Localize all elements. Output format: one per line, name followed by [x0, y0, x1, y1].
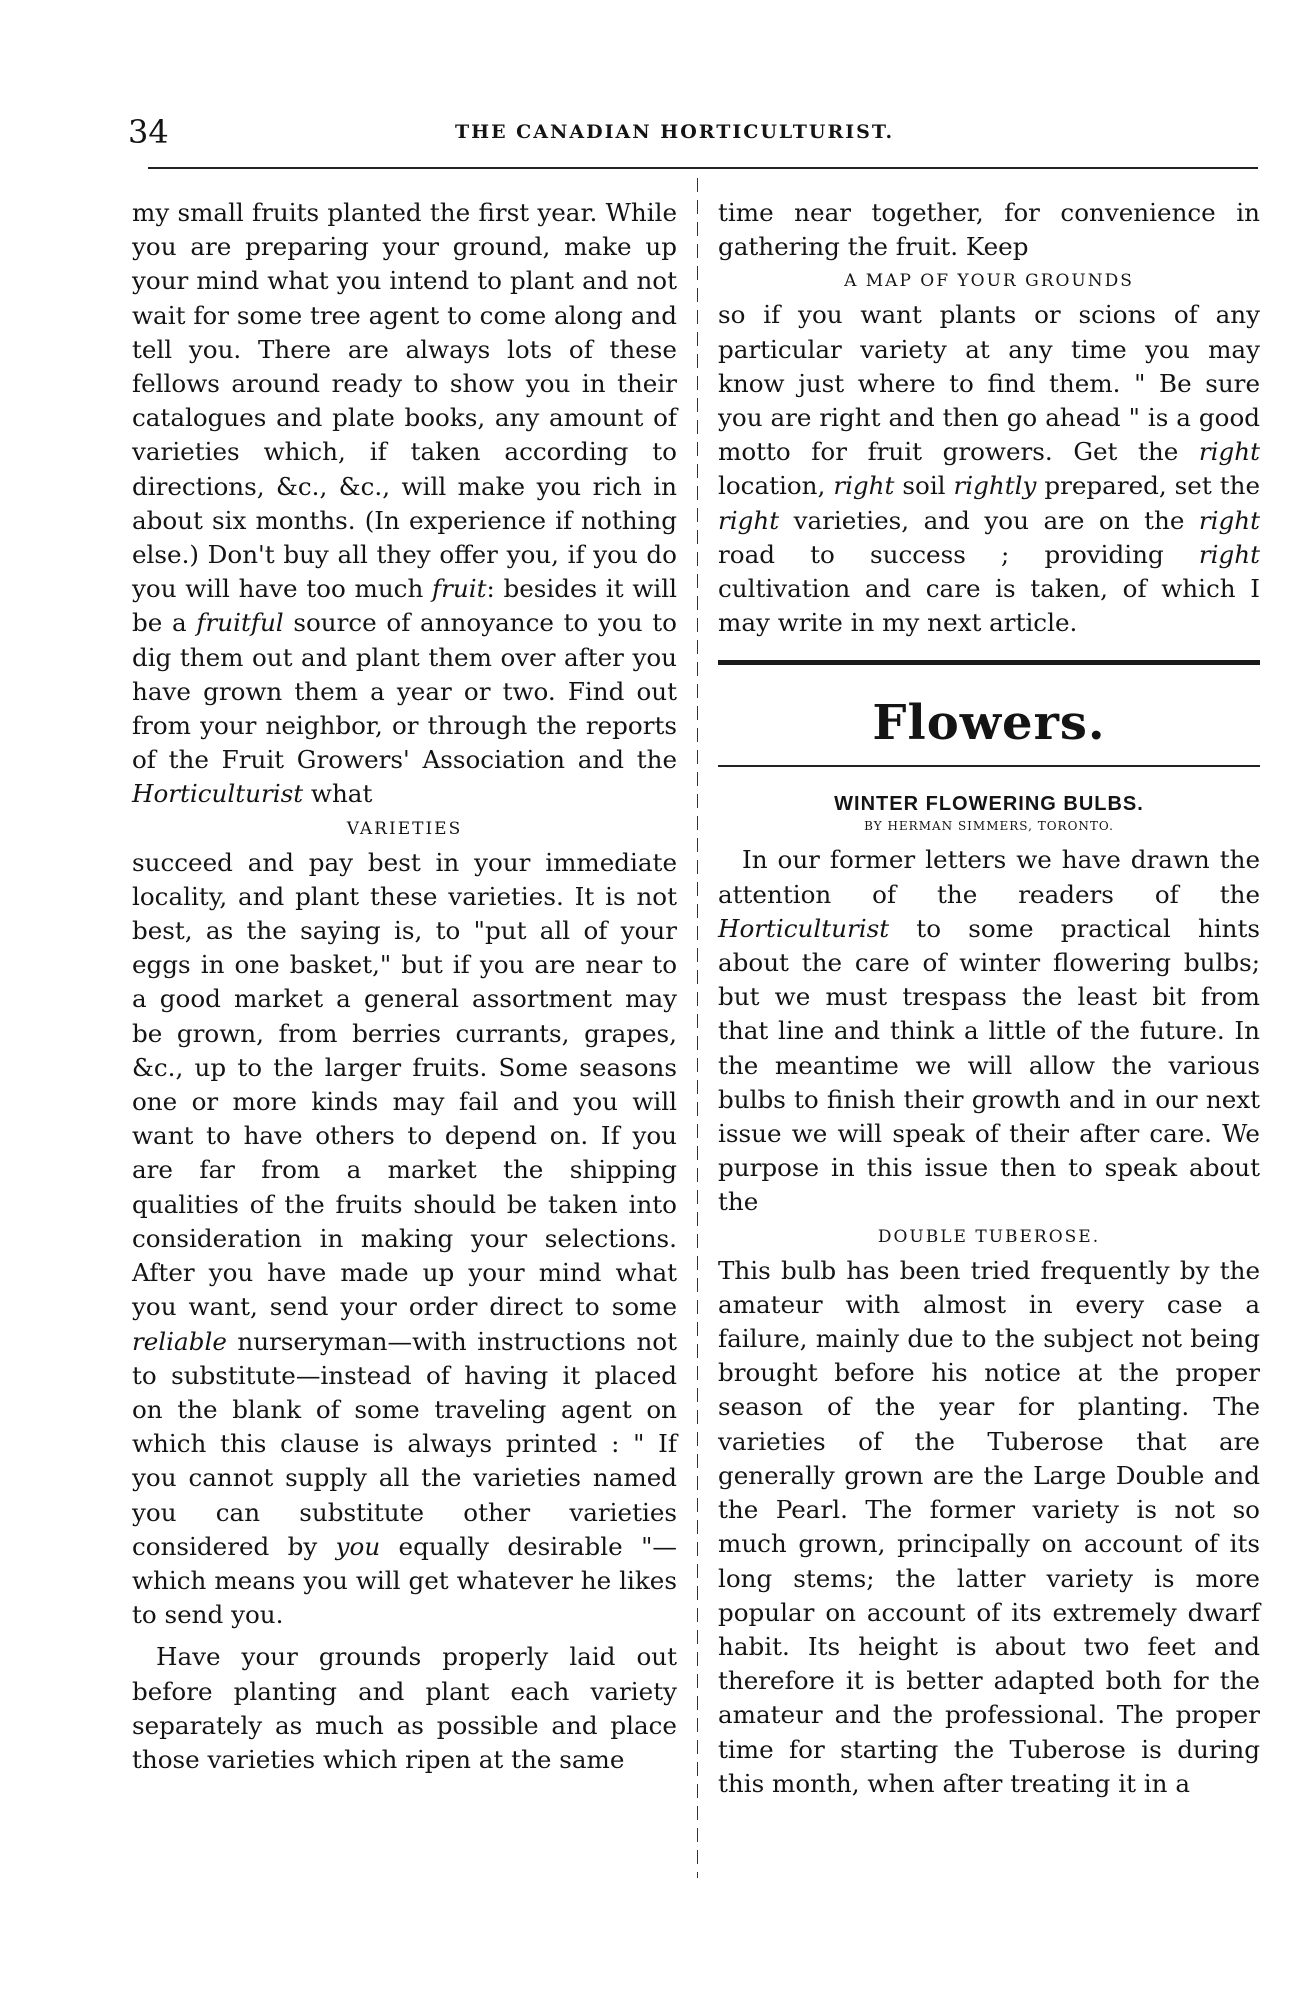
running-head: THE CANADIAN HORTICULTURIST.	[455, 121, 895, 143]
section-rule-thin	[718, 765, 1260, 767]
left-paragraph-2: succeed and pay best in your immediate locality, and plant these varieties. It is not best, as the saying is, to "put all of your eggs in one basket," but if you are near to a good market a general assortment may be grown, from berries currants, grapes, &c., up to the larger fruits. Some seasons one or more kinds may fail and you will want to have others to depend on. If you are far from a market the shipping qualities of the fruits should be taken into consideration in making your selections. After you have made up your mind what you want, send your order direct to some reliable nurseryman—with instructions not to substitute—instead of having it placed on the blank of some traveling agent on which this clause is always printed : " If you cannot supply all the varieties named you can substitute other varieties considered by you equally desirable "—which means you will get whatever he likes to send you.	[132, 847, 677, 1630]
right-paragraph-4: This bulb has been tried frequently by the amateur with almost in every case a failure, mainly due to the subject not being brought before his notice at the proper season of the year for planting. The varieties of the Tuberose that are generally grown are the Large Double and the Pearl. The former variety is not so much grown, principally on account of its long stems; the latter variety is more popular on account of its extremely dwarf habit. Its height is about two feet and therefore it is better adapted both for the amateur and the professional. The proper time for starting the Tuberose is during this month, when after treating it in a	[718, 1255, 1260, 1798]
article-byline: BY HERMAN SIMMERS, TORONTO.	[864, 819, 1114, 834]
subhead-tuberose: DOUBLE TUBEROSE.	[877, 1226, 1101, 1247]
left-column	[132, 196, 677, 1777]
left-paragraph-3: Have your grounds properly laid out before planting and plant each variety separately as much as possible and place those varieties which ripen at the same	[132, 1642, 677, 1774]
header-rule	[148, 167, 1258, 169]
right-column	[718, 196, 1260, 1801]
section-rule-thick	[718, 660, 1260, 665]
right-paragraph-1: time near together, for convenience in gathering the fruit. Keep	[718, 198, 1260, 262]
subhead-varieties: VARIETIES	[346, 818, 463, 839]
page-number: 34	[128, 113, 169, 151]
right-paragraph-3: In our former letters we have drawn the attention of the readers of the Horticulturist to some practical hints about the care of winter flowering bulbs; but we must trespass the least bit from that line and think a little of the future. In the meantime we will allow the various bulbs to finish their growth and in our next issue we will speak of their after care. We purpose in this issue then to speak about the	[718, 845, 1260, 1217]
section-title: Flowers.	[872, 695, 1106, 752]
article-title: WINTER FLOWERING BULBS.	[834, 793, 1144, 816]
right-paragraph-2: so if you want plants or scions of any particular variety at any time you may know just where to find them. " Be sure you are right and then go ahead " is a good motto for fruit growers. Get the right location, right soil rightly prepared, set the right varieties, and you are on the right road to success ; providing right cultivation and care is taken, of which I may write in my next article.	[718, 300, 1261, 638]
subhead-map: A MAP OF YOUR GROUNDS	[844, 271, 1134, 292]
column-divider	[697, 178, 698, 1878]
left-paragraph-1: my small fruits planted the first year. While you are preparing your ground, make up your mind what you intend to plant and not wait for some tree agent to come along and tell you. There are always lots of these fellows around ready to show you in their catalogues and plate books, any amount of varieties which, if taken according to directions, &c., &c., will make you rich in about six months. (In experience if nothing else.) Don't buy all they offer you, if you do you will have too much fruit: besides it will be a fruitful source of annoyance to you to dig them out and plant them over after you have grown them a year or two. Find out from your neighbor, or through the reports of the Fruit Growers' Association and the Horticulturist what	[132, 198, 677, 809]
